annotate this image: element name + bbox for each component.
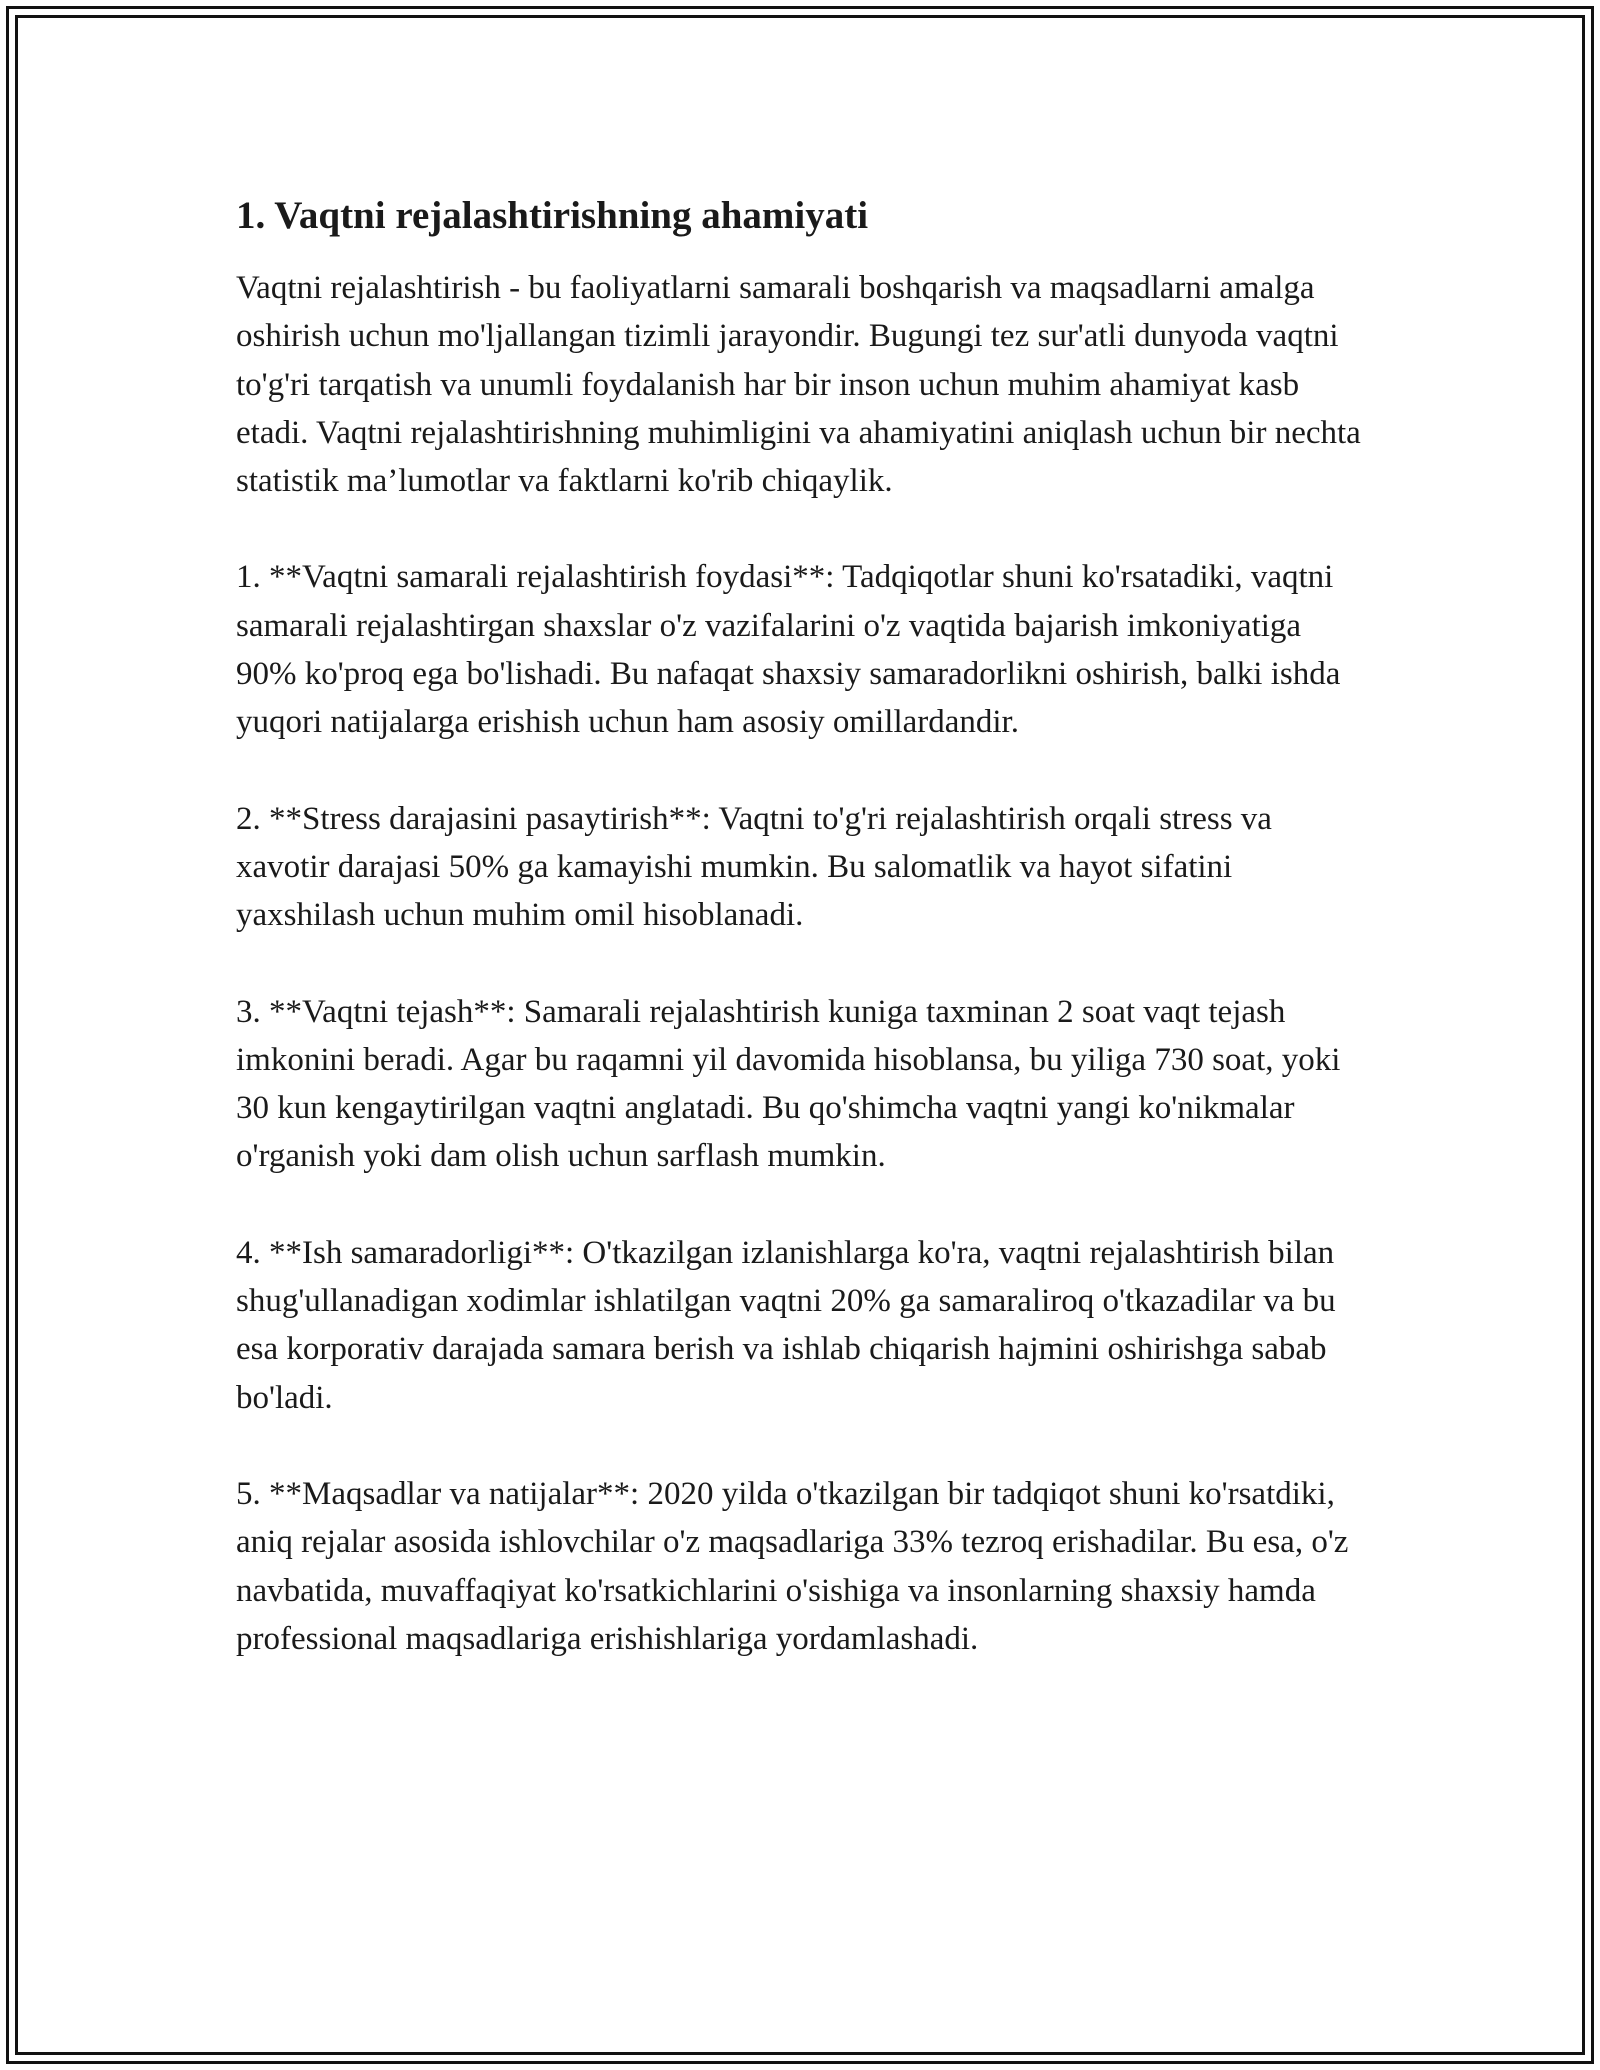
list-item-paragraph: 3. **Vaqtni tejash**: Samarali rejalashtirish kuniga taxminan 2 soat vaqt tejash imkonini beradi. Agar bu raqamni yil davomida hisoblansa, bu yiliga 730 soat, yoki 30 kun kengaytirilgan vaqtni anglatadi. Bu qo'shimcha vaqtni yangi ko'nikmalar o'rganish yoki dam olish uchun sarflash mumkin. — [236, 993, 1341, 1175]
section-heading: 1. Vaqtni rejalashtirishning ahamiyati — [236, 194, 869, 237]
list-item-paragraph: 1. **Vaqtni samarali rejalashtirish foydasi**: Tadqiqotlar shuni ko'rsatadiki, vaqtni samarali rejalashtirgan shaxslar o'z vazifalarini o'z vaqtida bajarish imkoniyatiga 90% ko'proq ega bo'lishadi. Bu nafaqat shaxsiy samaradorlikni oshirish, balki ishda yuqori natijalarga erishish uchun ham asosiy omillardandir. — [236, 559, 1341, 741]
document-body — [236, 186, 1366, 1663]
intro-paragraph: Vaqtni rejalashtirish - bu faoliyatlarni samarali boshqarish va maqsadlarni amalga oshirish uchun mo'ljallangan tizimli jarayondir. Bugungi tez sur'atli dunyoda vaqtni to'g'ri tarqatish va unumli foydalanish har bir inson uchun muhim ahamiyat kasb etadi. Vaqtni rejalashtirishning muhimligini va ahamiyatini aniqlash uchun bir nechta statistik ma’lumotlar va faktlarni ko'rib chiqaylik. — [236, 270, 1361, 500]
list-item-paragraph: 5. **Maqsadlar va natijalar**: 2020 yilda o'tkazilgan bir tadqiqot shuni ko'rsatdiki, aniq rejalar asosida ishlovchilar o'z maqsadlariga 33% tezroq erishadilar. Bu esa, o'z navbatida, muvaffaqiyat ko'rsatkichlarini o'sishiga va insonlarning shaxsiy hamda professional maqsadlariga erishishlariga yordamlashadi. — [236, 1475, 1349, 1657]
list-item-paragraph: 4. **Ish samaradorligi**: O'tkazilgan izlanishlarga ko'ra, vaqtni rejalashtirish bilan shug'ullanadigan xodimlar ishlatilgan vaqtni 20% ga samaraliroq o'tkazadilar va bu esa korporativ darajada samara berish va ishlab chiqarish hajmini oshirishga sabab bo'ladi. — [236, 1234, 1336, 1416]
list-item-paragraph: 2. **Stress darajasini pasaytirish**: Vaqtni to'g'ri rejalashtirish orqali stress va xavotir darajasi 50% ga kamayishi mumkin. Bu salomatlik va hayot sifatini yaxshilash uchun muhim omil hisoblanadi. — [236, 800, 1272, 934]
